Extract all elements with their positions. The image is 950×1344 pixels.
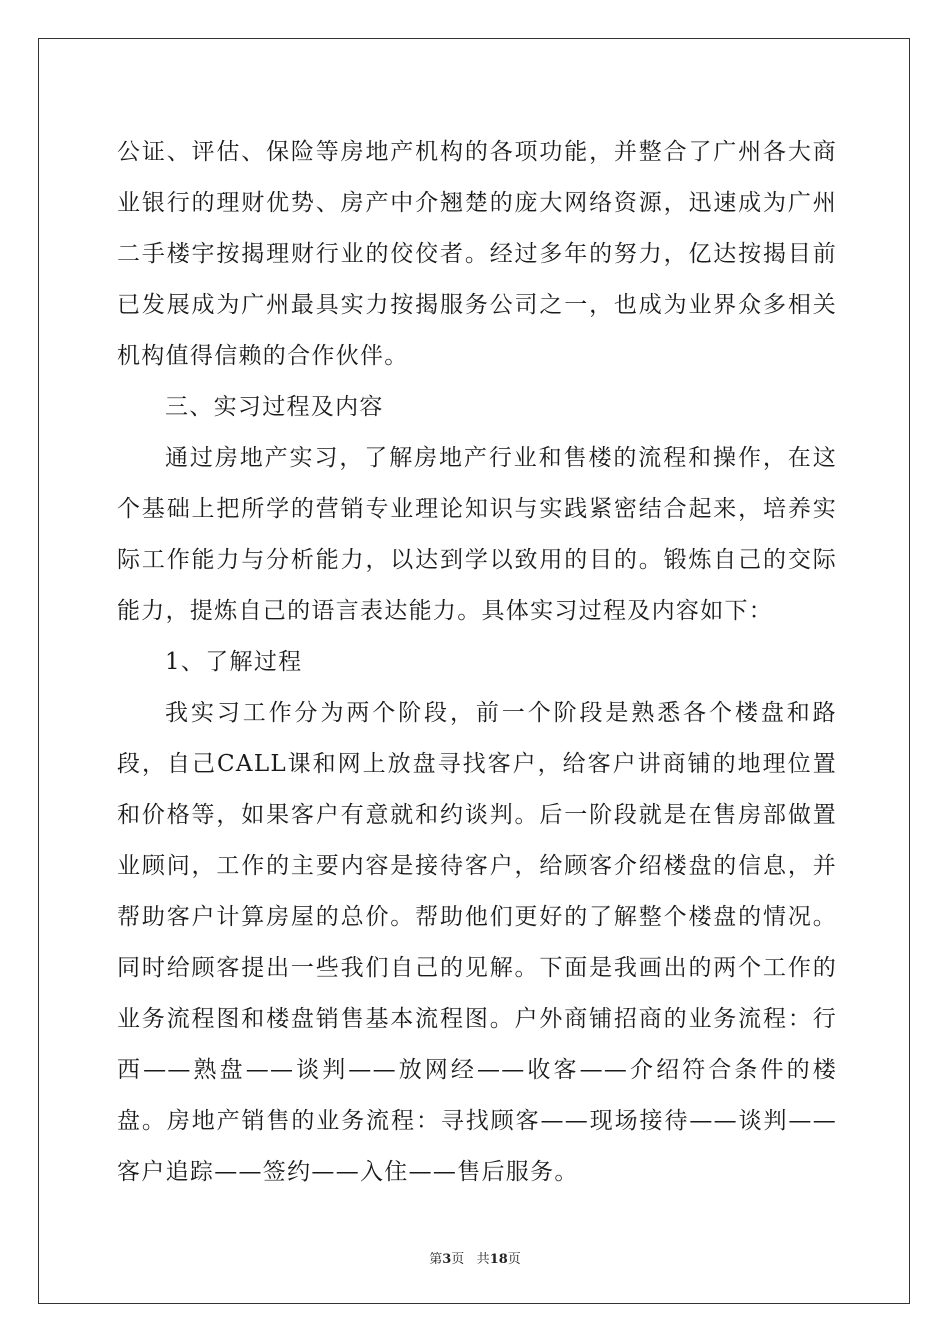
document-body bbox=[117, 127, 837, 1198]
total-pages-prefix: 共 bbox=[476, 1252, 490, 1267]
total-pages-suffix: 页 bbox=[507, 1252, 521, 1267]
section-heading-internship-process: 三、实习过程及内容 bbox=[165, 394, 384, 420]
footer-spacer bbox=[464, 1252, 476, 1267]
page-footer bbox=[0, 1248, 950, 1267]
total-page-count: 18 bbox=[489, 1252, 508, 1267]
paragraph-intro-continued: 公证、评估、保险等房地产机构的各项功能，并整合了广州各大商业银行的理财优势、房产中介翘楚的庞大网络资源，迅速成为广州二手楼宇按揭理财行业的佼佼者。经过多年的努力，亿达按揭目前已发展成为广州最具实力按揭服务公司之一，也成为业界众多相关机构值得信赖的合作伙伴。 bbox=[117, 139, 837, 369]
subsection-heading-understanding-process: 1、了解过程 bbox=[165, 649, 303, 675]
page-number-suffix: 页 bbox=[451, 1252, 465, 1267]
current-page-number: 3 bbox=[442, 1252, 452, 1267]
page-number-prefix: 第 bbox=[429, 1252, 443, 1267]
paragraph-work-stages: 我实习工作分为两个阶段，前一个阶段是熟悉各个楼盘和路段，自己CALL课和网上放盘寻找客户，给客户讲商铺的地理位置和价格等，如果客户有意就和约谈判。后一阶段就是在售房部做置业顾问，工作的主要内容是接待客户，给顾客介绍楼盘的信息，并帮助客户计算房屋的总价。帮助他们更好的了解整个楼盘的情况。同时给顾客提出一些我们自己的见解。下面是我画出的两个工作的业务流程图和楼盘销售基本流程图。户外商铺招商的业务流程：行西——熟盘——谈判——放网经——收客——介绍符合条件的楼盘。房地产销售的业务流程：寻找顾客——现场接待——谈判——客户追踪——签约——入住——售后服务。 bbox=[117, 700, 837, 1185]
paragraph-internship-purpose: 通过房地产实习，了解房地产行业和售楼的流程和操作，在这个基础上把所学的营销专业理论知识与实践紧密结合起来，培养实际工作能力与分析能力，以达到学以致用的目的。锻炼自己的交际能力，提炼自己的语言表达能力。具体实习过程及内容如下： bbox=[117, 445, 837, 624]
